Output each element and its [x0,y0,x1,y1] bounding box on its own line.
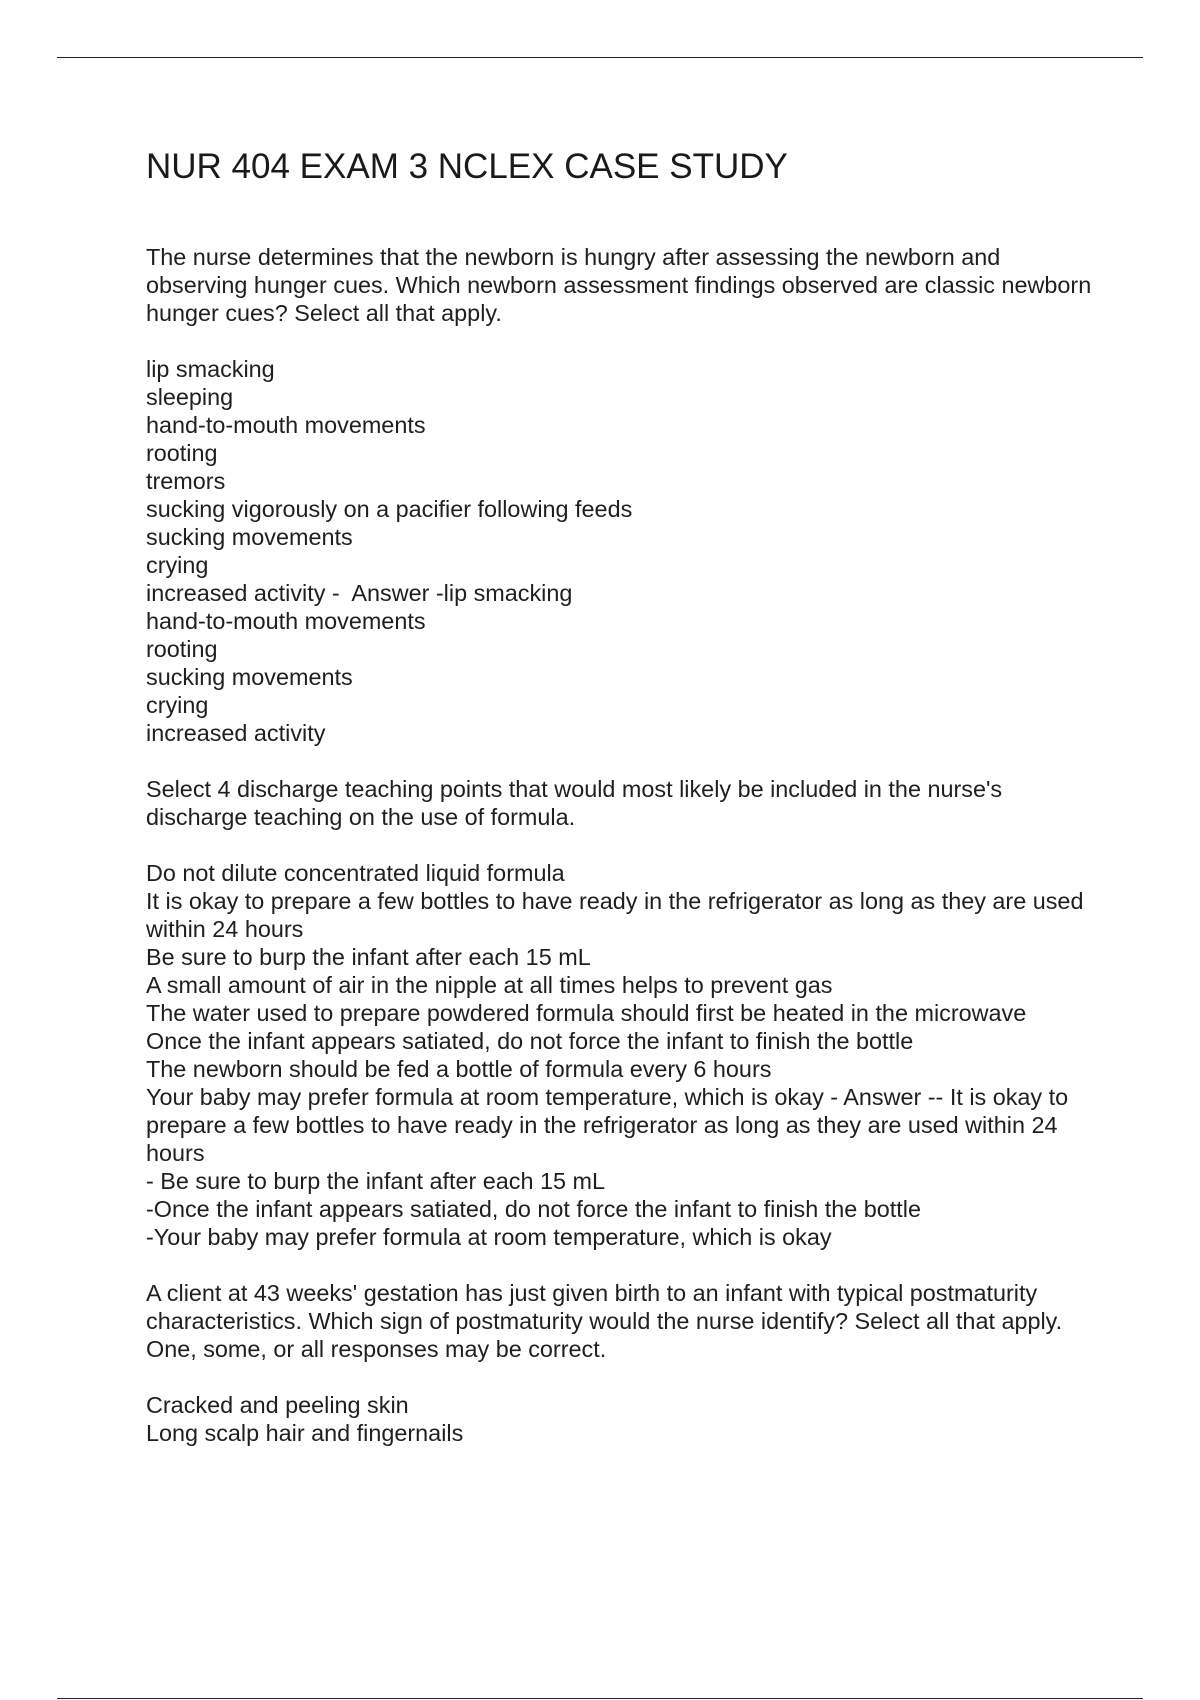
answer-line: increased activity [146,720,326,746]
option-line: tremors [146,468,226,494]
option-line: The water used to prepare powdered formula should first be heated in the microwave [146,1000,1027,1026]
bottom-rule [57,1698,1143,1699]
spacer [146,1363,1106,1391]
answer-line: hand-to-mouth movements [146,608,426,634]
question-2-options [146,859,1106,1251]
question-1-options [146,355,1106,747]
spacer [146,747,1106,775]
option-line: hand-to-mouth movements [146,412,426,438]
question-3-options [146,1391,1106,1447]
answer-line: rooting [146,636,218,662]
spacer [146,1251,1106,1279]
option-line: lip smacking [146,356,275,382]
option-line: sucking vigorously on a pacifier following feeds [146,496,633,522]
spacer [146,831,1106,859]
option-line: Cracked and peeling skin [146,1392,409,1418]
document-body [146,243,1106,1447]
option-line: sucking movements [146,524,353,550]
option-line: sleeping [146,384,234,410]
question-2-prompt: Select 4 discharge teaching points that would most likely be included in the nurse's discharge teaching on the use of formula. [146,776,1003,830]
option-line: Long scalp hair and fingernails [146,1420,464,1446]
answer-line: sucking movements [146,664,353,690]
option-line: Be sure to burp the infant after each 15 mL [146,944,591,970]
question-1-prompt: The nurse determines that the newborn is hungry after assessing the newborn and observing hunger cues. Which newborn assessment findings observed are classic newborn hunger cues? Select all that apply. [146,244,1092,326]
answer-line: Your baby may prefer formula at room temperature, which is okay - Answer -- It is okay to prepare a few bottles to have ready in the refrigerator as long as they are used within 24 hours [146,1084,1069,1166]
option-line: crying [146,552,209,578]
question-3-prompt: A client at 43 weeks' gestation has just given birth to an infant with typical postmaturity characteristics. Which sign of postmaturity would the nurse identify? Select all that apply. One, some, or all responses may be correct. [146,1280,1063,1362]
answer-line: -Your baby may prefer formula at room temperature, which is okay [146,1224,832,1250]
option-line: A small amount of air in the nipple at all times helps to prevent gas [146,972,833,998]
answer-line: increased activity - Answer -lip smacking [146,580,573,606]
answer-line: crying [146,692,209,718]
option-line: rooting [146,440,218,466]
page-title: NUR 404 EXAM 3 NCLEX CASE STUDY [146,147,788,186]
option-line: Once the infant appears satiated, do not force the infant to finish the bottle [146,1028,914,1054]
option-line: The newborn should be fed a bottle of formula every 6 hours [146,1056,772,1082]
option-line: It is okay to prepare a few bottles to have ready in the refrigerator as long as they are used within 24 hours [146,888,1084,942]
answer-line: - Be sure to burp the infant after each 15 mL [146,1168,605,1194]
option-line: Do not dilute concentrated liquid formula [146,860,565,886]
spacer [146,327,1106,355]
answer-line: -Once the infant appears satiated, do not force the infant to finish the bottle [146,1196,921,1222]
top-rule [57,57,1143,58]
